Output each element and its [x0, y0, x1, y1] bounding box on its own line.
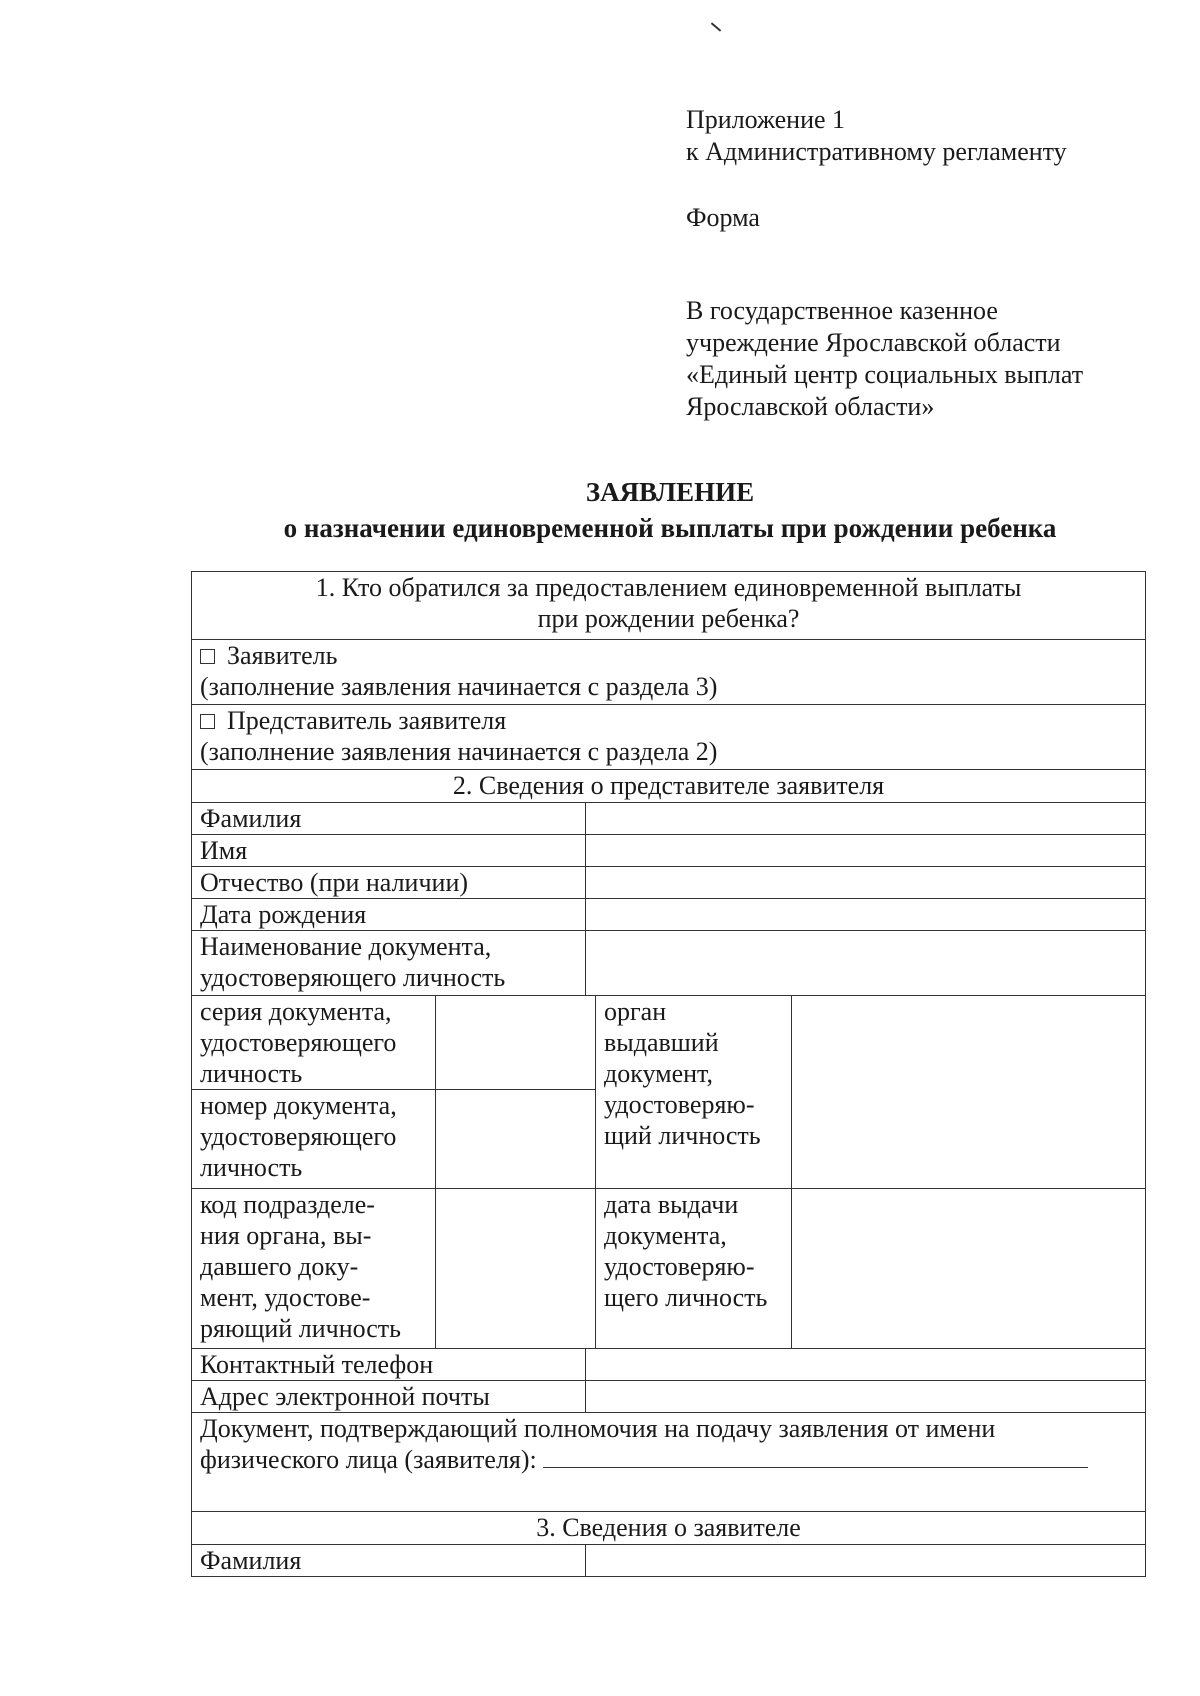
label-line: удостоверяющего	[200, 1122, 397, 1151]
doc-number-label	[192, 1090, 436, 1189]
phone-label: Контактный телефон	[192, 1349, 586, 1381]
section1-header-row	[192, 572, 1146, 640]
rep-first-name-row	[192, 835, 1146, 867]
label-line: удостоверяю-	[604, 1090, 755, 1119]
authority-doc-label-cont: физического лица (заявителя):	[200, 1445, 537, 1474]
label-line: серия документа,	[200, 997, 392, 1026]
label-line: личность	[200, 1059, 303, 1088]
rep-last-name-field[interactable]	[586, 803, 1146, 835]
option-applicant-cell	[192, 640, 1146, 705]
rep-birth-date-row	[192, 899, 1146, 931]
label-line: документа,	[604, 1221, 727, 1250]
stray-pen-mark	[711, 22, 721, 31]
doc-series-row	[192, 996, 1146, 1090]
authority-doc-row	[192, 1413, 1146, 1512]
label-line: удостоверяющего	[200, 1028, 397, 1057]
email-field[interactable]	[586, 1381, 1146, 1413]
rep-birth-date-field[interactable]	[586, 899, 1146, 931]
section1-heading-line: при рождении ребенка?	[537, 604, 800, 633]
rep-last-name-label: Фамилия	[192, 803, 586, 835]
applicant-checkbox[interactable]	[200, 649, 215, 664]
option-representative-row	[192, 705, 1146, 770]
option-applicant-label: Заявитель	[227, 641, 338, 670]
issue-date-label	[596, 1189, 792, 1349]
section2-heading: 2. Сведения о представителе заявителя	[192, 770, 1146, 803]
authority-doc-label: Документ, подтверждающий полномочия на подачу заявления от имени	[200, 1414, 996, 1443]
appendix-block	[686, 104, 1067, 168]
label-line: номер документа,	[200, 1091, 397, 1120]
rep-birth-date-label: Дата рождения	[192, 899, 586, 931]
issue-date-field[interactable]	[792, 1189, 1146, 1349]
phone-row	[192, 1349, 1146, 1381]
addressee-line: «Единый центр социальных выплат	[686, 360, 1084, 389]
document-subtitle: о назначении единовременной выплаты при рождении ребенка	[283, 513, 1057, 543]
rep-first-name-field[interactable]	[586, 835, 1146, 867]
representative-checkbox[interactable]	[200, 714, 215, 729]
option-representative-note: (заполнение заявления начинается с раздела 2)	[200, 737, 718, 766]
rep-patronymic-row	[192, 867, 1146, 899]
form-label-block	[686, 202, 760, 234]
regulation-label: к Административному регламенту	[686, 137, 1067, 166]
rep-id-doc-name-label	[192, 931, 586, 996]
phone-field[interactable]	[586, 1349, 1146, 1381]
option-applicant-row	[192, 640, 1146, 705]
section3-header-row	[192, 1512, 1146, 1545]
label-line: документ,	[604, 1059, 713, 1088]
doc-number-field[interactable]	[436, 1090, 596, 1189]
label-line: код подразделе-	[200, 1190, 375, 1219]
option-applicant-note: (заполнение заявления начинается с раздела 3)	[200, 672, 718, 701]
applicant-last-name-row	[192, 1545, 1146, 1577]
email-label: Адрес электронной почты	[192, 1381, 586, 1413]
label-line: щего личность	[604, 1283, 768, 1312]
option-representative-cell	[192, 705, 1146, 770]
doc-series-field[interactable]	[436, 996, 596, 1090]
label-line: личность	[200, 1153, 303, 1182]
rep-id-doc-name-field[interactable]	[586, 931, 1146, 996]
label-line: орган выдавший	[604, 997, 719, 1057]
section1-heading-line: 1. Кто обратился за предоставлением единовременной выплаты	[315, 573, 1022, 602]
section2-header-row	[192, 770, 1146, 803]
addressee-line: В государственное казенное	[686, 296, 998, 325]
doc-issuer-label	[596, 996, 792, 1189]
email-row	[192, 1381, 1146, 1413]
doc-issuer-field[interactable]	[792, 996, 1146, 1189]
division-code-label	[192, 1189, 436, 1349]
label-line: удостоверяю-	[604, 1252, 755, 1281]
label-line: щий личность	[604, 1121, 761, 1150]
rep-patronymic-label: Отчество (при наличии)	[192, 867, 586, 899]
division-code-row	[192, 1189, 1146, 1349]
division-code-field[interactable]	[436, 1189, 596, 1349]
form-label: Форма	[686, 203, 760, 232]
addressee-line: учреждение Ярославской области	[686, 328, 1061, 357]
addressee-block	[686, 295, 1083, 423]
section3-heading: 3. Сведения о заявителе	[192, 1512, 1146, 1545]
applicant-last-name-field[interactable]	[586, 1545, 1146, 1577]
rep-last-name-row	[192, 803, 1146, 835]
rep-first-name-label: Имя	[192, 835, 586, 867]
authority-doc-cell	[192, 1413, 1146, 1512]
appendix-label: Приложение 1	[686, 105, 846, 134]
application-form-table	[191, 571, 1146, 1577]
rep-patronymic-field[interactable]	[586, 867, 1146, 899]
label-line: дата выдачи	[604, 1190, 739, 1219]
doc-series-label	[192, 996, 436, 1090]
label-line: ния органа, вы-	[200, 1221, 372, 1250]
label-line: удостоверяющего личность	[200, 963, 506, 992]
applicant-last-name-label: Фамилия	[192, 1545, 586, 1577]
label-line: давшего доку-	[200, 1252, 359, 1281]
document-title: ЗАЯВЛЕНИЕ	[585, 477, 755, 507]
rep-id-doc-name-row	[192, 931, 1146, 996]
addressee-line: Ярославской области»	[686, 392, 935, 421]
option-representative-label: Представитель заявителя	[227, 706, 507, 735]
label-line: ряющий личность	[200, 1314, 402, 1343]
label-line: мент, удостове-	[200, 1283, 371, 1312]
authority-doc-field[interactable]	[543, 1445, 1088, 1468]
section1-heading	[192, 572, 1146, 640]
label-line: Наименование документа,	[200, 932, 492, 961]
